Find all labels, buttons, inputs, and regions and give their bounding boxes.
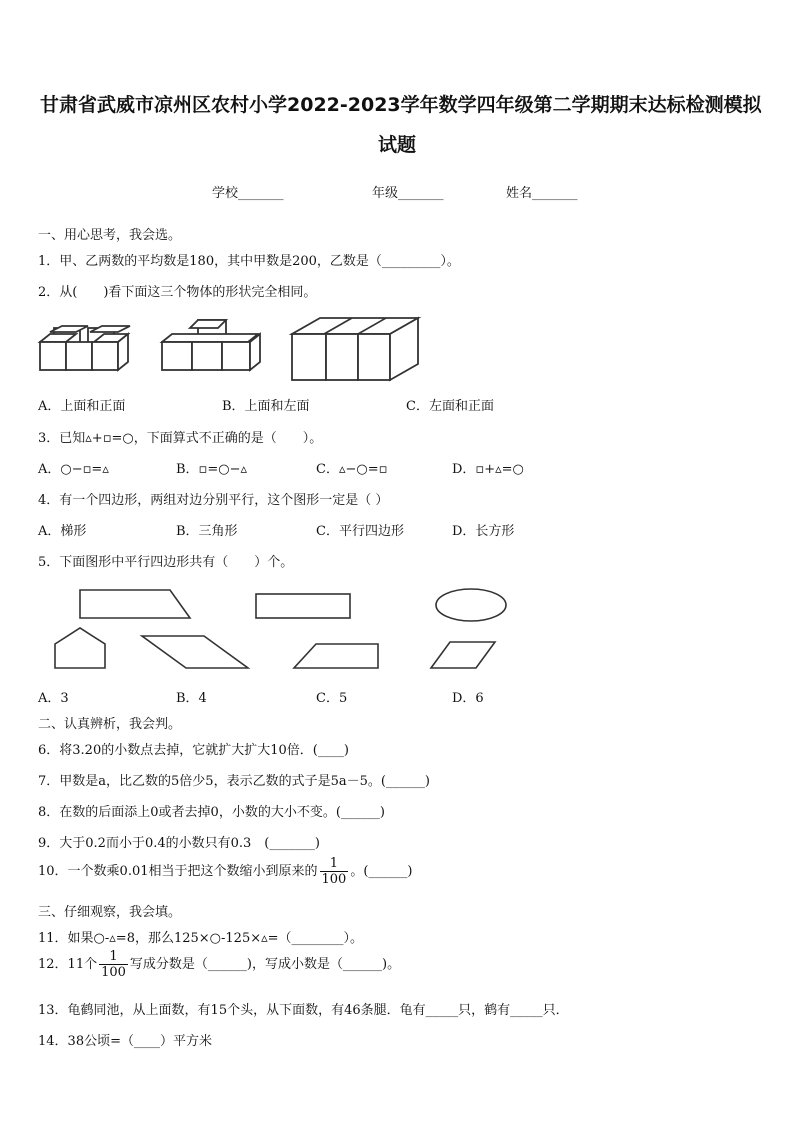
q2-figure-object-b (160, 318, 266, 374)
section-heading-judge: 二、认真辨析，我会判。 (38, 717, 182, 732)
q2-option-c[interactable]: C．左面和正面 (406, 399, 494, 414)
question-6: 6．将3.20的小数点去掉，它就扩大扩大10倍．(____) (38, 743, 349, 758)
question-12 (38, 949, 400, 980)
question-2: 2．从( )看下面这三个物体的形状完全相同。 (38, 285, 317, 300)
question-3: 3．已知▵+▫=○，下面算式不正确的是（ ）。 (38, 431, 323, 446)
question-9: 9．大于0.2而小于0.4的小数只有0.3 (_______) (38, 836, 320, 851)
section-heading-choice: 一、用心思考，我会选。 (38, 228, 182, 243)
question-1: 1．甲、乙两数的平均数是180，其中甲数是200，乙数是（_________）。 (38, 254, 460, 269)
q2-figure-object-a (38, 322, 134, 374)
question-12-text: 12．11个 (38, 957, 98, 972)
question-10-text: 10．一个数乘0.01相当于把这个数缩小到原来的 (38, 864, 318, 879)
shape-parallelogram-mid (294, 644, 378, 668)
school-field[interactable]: 学校_______ (212, 186, 284, 201)
q5-shapes (0, 584, 794, 680)
page-title: 甘肃省武威市凉州区农村小学2022-2023学年数学四年级第二学期期末达标检测模拟 (40, 94, 762, 116)
q4-option-d[interactable]: D．长方形 (452, 524, 515, 539)
shape-ellipse (436, 589, 506, 621)
question-10 (38, 856, 412, 887)
q3-option-c[interactable]: C．▵−○=▫ (316, 462, 388, 477)
question-5: 5．下面图形中平行四边形共有（ ）个。 (38, 555, 294, 570)
q4-option-b[interactable]: B．三角形 (176, 524, 238, 539)
q2-option-a[interactable]: A．上面和正面 (38, 399, 126, 414)
q3-option-d[interactable]: D．▫+▵=○ (452, 462, 524, 477)
section-heading-fill: 三、仔细观察，我会填。 (38, 905, 182, 920)
q3-option-b[interactable]: B．▫=○−▵ (176, 462, 248, 477)
q2-figure-object-c (290, 314, 422, 384)
q5-option-b[interactable]: B．4 (176, 691, 207, 706)
question-10-blank: 。(______) (350, 864, 413, 879)
q3-option-a[interactable]: A．○−▫=▵ (38, 462, 109, 477)
shape-parallelogram-wide (142, 636, 248, 668)
page-title-continued: 试题 (378, 134, 417, 156)
question-7: 7．甲数是a，比乙数的5倍少5，表示乙数的式子是5a－5。(______) (38, 774, 430, 789)
question-8: 8．在数的后面添上0或者去掉0，小数的大小不变。(______) (38, 805, 385, 820)
shape-parallelogram-small (431, 642, 495, 668)
q4-option-a[interactable]: A．梯形 (38, 524, 87, 539)
question-4: 4．有一个四边形，两组对边分别平行，这个图形一定是（ ） (38, 493, 389, 508)
q5-option-d[interactable]: D．6 (452, 691, 484, 706)
grade-field[interactable]: 年级_______ (372, 186, 444, 201)
question-13: 13．龟鹤同池，从上面数，有15个头，从下面数，有46条腿．龟有_____只，鹤有_____只． (38, 1003, 569, 1018)
q2-option-b[interactable]: B．上面和左面 (222, 399, 310, 414)
fraction-one-hundredth: $\frac{1}{100}$ (101, 949, 126, 980)
name-field[interactable]: 姓名_______ (506, 186, 578, 201)
q4-option-c[interactable]: C．平行四边形 (316, 524, 404, 539)
question-11: 11．如果○-▵=8，那么125×○-125×▵=（________）。 (38, 931, 364, 946)
q5-option-c[interactable]: C．5 (316, 691, 348, 706)
shape-pentagon (55, 628, 105, 668)
fraction-one-hundredth: $\frac{1}{100}$ (321, 856, 347, 887)
question-12-blanks: 写成分数是（______)，写成小数是（______)。 (129, 957, 401, 972)
shape-rectangle (256, 594, 350, 618)
q5-option-a[interactable]: A．3 (38, 691, 69, 706)
shape-trapezoid (80, 590, 190, 618)
question-14: 14．38公顷=（____）平方米 (38, 1034, 212, 1049)
